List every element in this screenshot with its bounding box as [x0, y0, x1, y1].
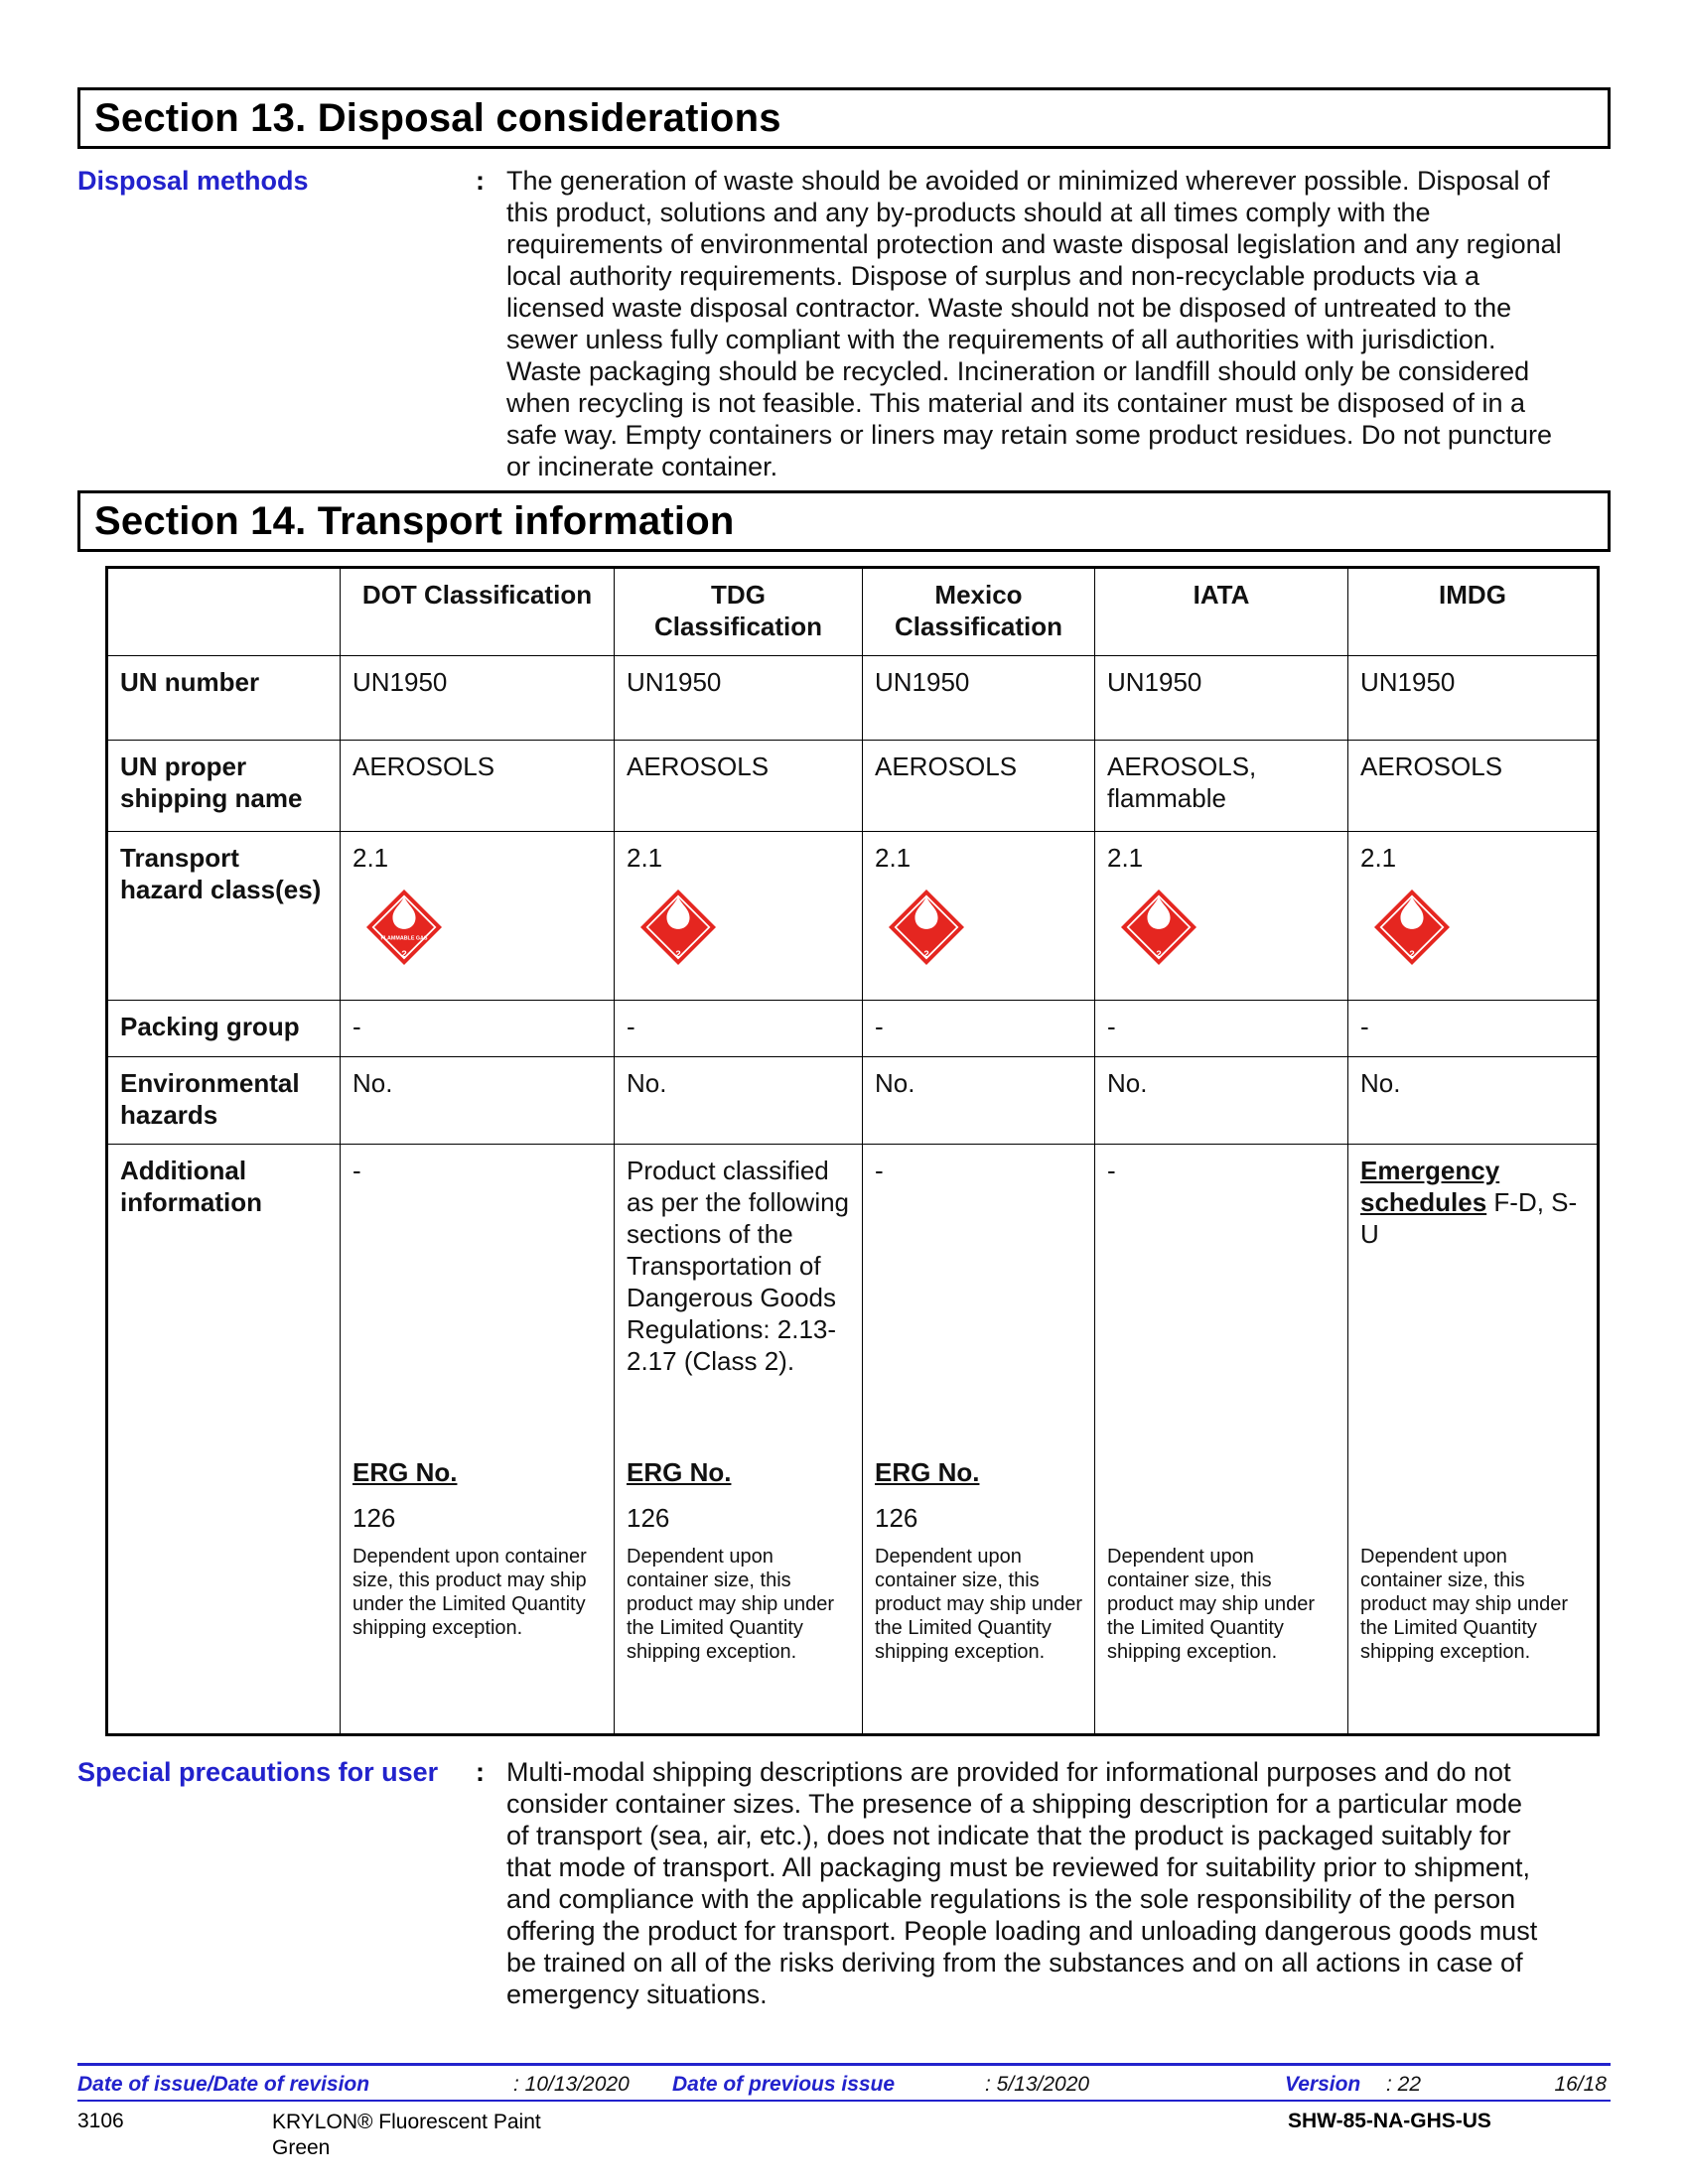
erg-block-empty: [1360, 1456, 1585, 1545]
date-previous-value: : 5/13/2020: [985, 2073, 1090, 2096]
version-value: : 22: [1386, 2073, 1422, 2096]
section-14-header: [77, 490, 1611, 552]
un-number-tdg: UN1950: [615, 656, 863, 741]
hazard-class-row: [107, 832, 1599, 1001]
version-label: Version: [1285, 2073, 1361, 2096]
shipping-name-imdg: AEROSOLS: [1348, 741, 1599, 832]
erg-number-value: 126: [627, 1503, 670, 1533]
col-header-imdg: IMDG: [1348, 568, 1599, 656]
placard-class-number: 2: [675, 948, 681, 960]
flammable-gas-placard-icon: [356, 880, 452, 975]
erg-block-empty: [1107, 1456, 1336, 1545]
placard-class-number: 2: [401, 948, 407, 960]
special-precautions-text: Multi-modal shipping descriptions are provided for informational purposes and do not consider container sizes. The presence of a shipping description for a particular mode of transport (sea, air, etc.), does not indicate that the product is packaged suitably for that mode of transport. All packaging must be reviewed for suitability prior to shipment, and compliance with the applicable regulations is the sole responsibility of the person offering the product for transport. People loading and unloading dangerous goods must be trained on all of the risks deriving from the substances and on all actions in case of emergency situations.: [506, 1757, 1538, 2009]
disposal-colon: :: [476, 166, 485, 196]
additional-top-text: -: [875, 1156, 884, 1185]
additional-info-dot: [341, 1145, 615, 1735]
environmental-hazards-tdg: No.: [615, 1057, 863, 1145]
hazard-class-value: 2.1: [627, 843, 663, 873]
un-number-iata: UN1950: [1095, 656, 1348, 741]
additional-information-label: Additional information: [107, 1145, 341, 1735]
packing-group-iata: -: [1095, 1001, 1348, 1057]
section-13-title: Section 13. Disposal considerations: [94, 96, 781, 140]
erg-block: [875, 1456, 1082, 1545]
section-13-header: [77, 87, 1611, 149]
additional-top-text: Product classified as per the following sections of the Transportation of Dangerous Goods Regulations: 2.13-2.17 (Class 2).: [627, 1156, 850, 1376]
erg-number-label: ERG No.: [352, 1457, 458, 1487]
hazard-class-value: 2.1: [352, 843, 389, 873]
product-name: KRYLON® Fluorescent Paint Green: [272, 2111, 541, 2159]
section-14-title: Section 14. Transport information: [94, 499, 735, 543]
additional-top-text: -: [352, 1156, 361, 1185]
corner-cell: [107, 568, 341, 656]
col-header-mexico: Mexico Classification: [863, 568, 1095, 656]
hazard-class-tdg: [615, 832, 863, 1001]
transport-information-table: [105, 566, 1600, 1736]
un-number-mexico: UN1950: [863, 656, 1095, 741]
table-header-row: [107, 568, 1599, 656]
page-footer: [77, 2063, 1611, 2181]
flammable-gas-placard-icon: [631, 880, 726, 975]
shipping-name-label: UN proper shipping name: [107, 741, 341, 832]
hazard-class-iata: [1095, 832, 1348, 1001]
packing-group-mexico: -: [863, 1001, 1095, 1057]
packing-group-dot: -: [341, 1001, 615, 1057]
limited-quantity-note: Dependent upon container size, this product may ship under the Limited Quantity shipping exception.: [875, 1546, 1083, 1663]
additional-info-imdg: [1348, 1145, 1599, 1735]
col-header-tdg: TDG Classification: [615, 568, 863, 656]
hazard-class-label: Transport hazard class(es): [107, 832, 341, 1001]
environmental-hazards-iata: No.: [1095, 1057, 1348, 1145]
placard-class-number: 2: [1409, 948, 1415, 960]
un-number-dot: UN1950: [341, 656, 615, 741]
erg-number-value: 126: [352, 1503, 396, 1533]
limited-quantity-note: Dependent upon container size, this product may ship under the Limited Quantity shipping exception.: [1360, 1546, 1569, 1663]
flammable-gas-placard-icon: [1364, 880, 1460, 975]
shipping-name-dot: AEROSOLS: [341, 741, 615, 832]
hazard-class-dot: [341, 832, 615, 1001]
emergency-schedules-value: F-D, S-U: [1360, 1187, 1578, 1249]
hazard-class-value: 2.1: [1360, 843, 1397, 873]
additional-top-text: -: [1107, 1156, 1116, 1185]
footer-dates-line: [77, 2066, 1611, 2102]
packing-group-row: [107, 1001, 1599, 1057]
col-header-iata: IATA: [1095, 568, 1348, 656]
flammable-gas-placard-icon: [1111, 880, 1206, 975]
emergency-schedules-label: Emergency schedules: [1360, 1156, 1500, 1217]
un-number-imdg: UN1950: [1348, 656, 1599, 741]
environmental-hazards-dot: No.: [341, 1057, 615, 1145]
environmental-hazards-mexico: No.: [863, 1057, 1095, 1145]
placard-class-number: 2: [1156, 948, 1162, 960]
shipping-name-iata: AEROSOLS, flammable: [1095, 741, 1348, 832]
erg-block: [352, 1456, 602, 1545]
shipping-name-tdg: AEROSOLS: [615, 741, 863, 832]
flammable-gas-placard-icon: [879, 880, 974, 975]
environmental-hazards-row: [107, 1057, 1599, 1145]
special-precautions-label: Special precautions for user: [77, 1757, 439, 1787]
footer-product-line: [77, 2102, 1611, 2181]
packing-group-label: Packing group: [107, 1001, 341, 1057]
erg-number-value: 126: [875, 1503, 918, 1533]
document-code: SHW-85-NA-GHS-US: [1288, 2110, 1491, 2132]
additional-info-mexico: [863, 1145, 1095, 1735]
additional-information-row: [107, 1145, 1599, 1735]
date-of-issue-value: : 10/13/2020: [513, 2073, 630, 2096]
hazard-class-value: 2.1: [875, 843, 912, 873]
hazard-class-mexico: [863, 832, 1095, 1001]
erg-number-label: ERG No.: [875, 1457, 980, 1487]
item-code: 3106: [77, 2110, 124, 2132]
hazard-class-imdg: [1348, 832, 1599, 1001]
limited-quantity-note: Dependent upon container size, this product may ship under the Limited Quantity shipping exception.: [1107, 1546, 1316, 1663]
page-number: 16/18: [1554, 2073, 1607, 2096]
special-precautions-colon: :: [476, 1757, 485, 1787]
packing-group-imdg: -: [1348, 1001, 1599, 1057]
erg-block: [627, 1456, 850, 1545]
date-previous-label: Date of previous issue: [672, 2073, 896, 2096]
hazard-class-value: 2.1: [1107, 843, 1144, 873]
shipping-name-mexico: AEROSOLS: [863, 741, 1095, 832]
placard-class-number: 2: [923, 948, 929, 960]
disposal-methods-label: Disposal methods: [77, 166, 309, 196]
additional-top-text: [1360, 1155, 1585, 1456]
environmental-hazards-label: Environmental hazards: [107, 1057, 341, 1145]
additional-info-tdg: [615, 1145, 863, 1735]
erg-number-label: ERG No.: [627, 1457, 732, 1487]
un-number-label: UN number: [107, 656, 341, 741]
col-header-dot: DOT Classification: [341, 568, 615, 656]
limited-quantity-note: Dependent upon container size, this product may ship under the Limited Quantity shipping exception.: [627, 1546, 835, 1663]
placard-caption: FLAMMABLE GAS: [380, 935, 428, 942]
un-number-row: [107, 656, 1599, 741]
environmental-hazards-imdg: No.: [1348, 1057, 1599, 1145]
date-of-issue-label: Date of issue/Date of revision: [77, 2073, 370, 2096]
limited-quantity-note: Dependent upon container size, this product may ship under the Limited Quantity shipping exception.: [352, 1546, 587, 1639]
shipping-name-row: [107, 741, 1599, 832]
disposal-methods-text: The generation of waste should be avoided or minimized wherever possible. Disposal of this product, solutions and any by-products should at all times comply with the requirements of environmental protection and waste disposal legislation and any regional local authority requirements. Dispose of surplus and non-recyclable products via a licensed waste disposal contractor. Waste should not be disposed of untreated to the sewer unless fully compliant with the requirements of all authorities with jurisdiction. Waste packaging should be recycled. Incineration or landfill should only be considered when recycling is not feasible. This material and its container must be disposed of in a safe way. Empty containers or liners may retain some product residues. Do not puncture or incinerate container.: [506, 166, 1562, 481]
packing-group-tdg: -: [615, 1001, 863, 1057]
additional-info-iata: [1095, 1145, 1348, 1735]
